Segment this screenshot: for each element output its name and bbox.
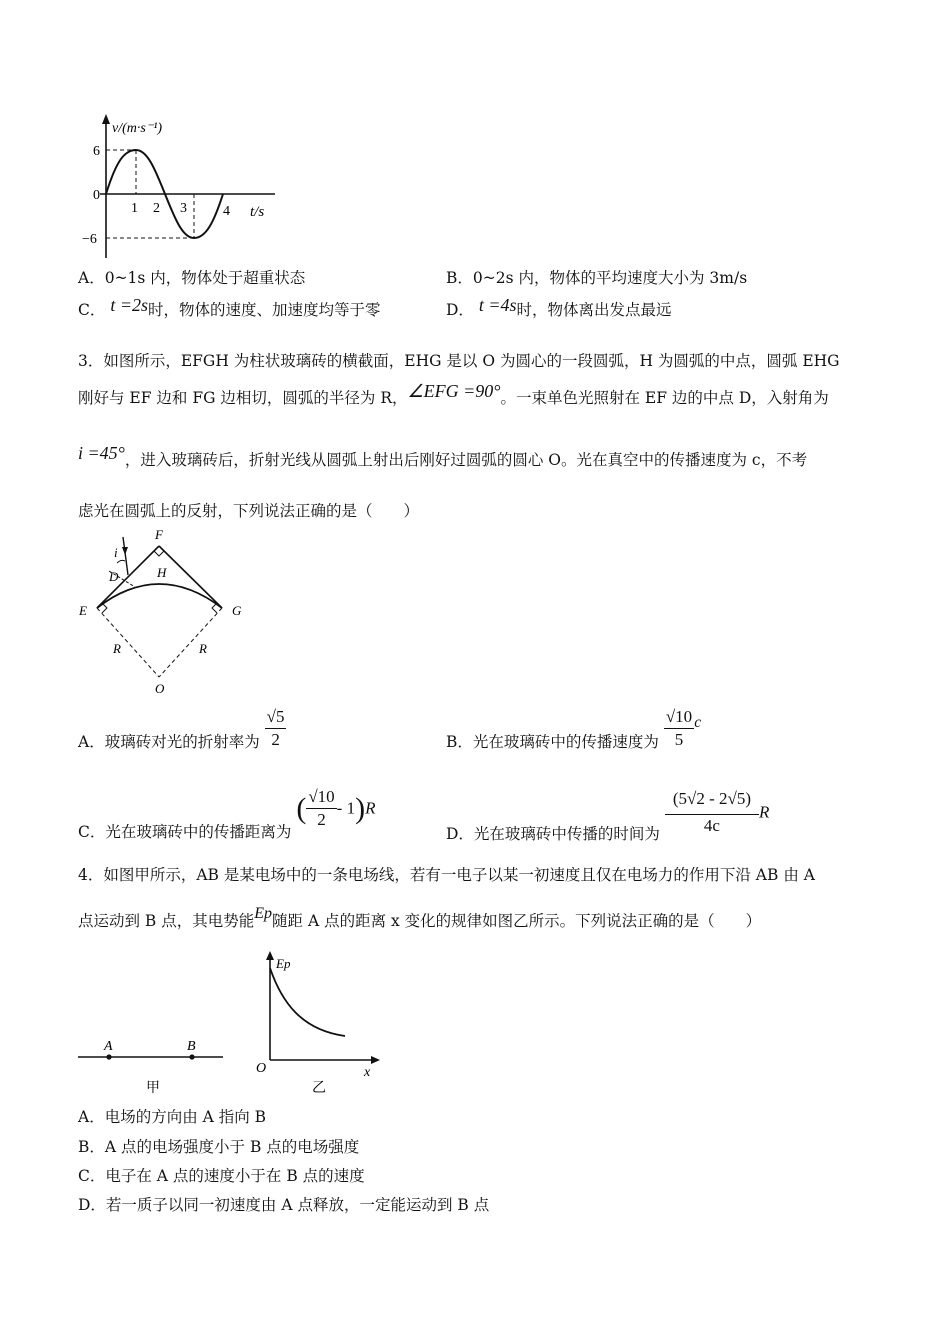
label-G: G xyxy=(232,603,242,618)
q2-option-d xyxy=(446,295,672,321)
label-H: H xyxy=(157,565,167,580)
field-line-figure xyxy=(75,1030,235,1100)
q4-option-b: B．A 点的电场强度小于 B 点的电场强度 xyxy=(78,1138,360,1156)
q2-option-b: B．0~2s 内，物体的平均速度大小为 3m/s xyxy=(446,269,748,287)
q3-angle-math: ∠EFG =90° xyxy=(407,381,501,401)
vt-tick-0: 0 xyxy=(93,188,100,203)
q4-option-d: D．若一质子以同一初速度由 A 点释放，一定能运动到 B 点 xyxy=(78,1196,490,1214)
edge-FG xyxy=(159,546,222,608)
prism-figure xyxy=(75,525,255,697)
point-B-dot xyxy=(189,1054,194,1059)
ep-y-label: Ep xyxy=(276,956,291,971)
ep-origin: O xyxy=(256,1061,267,1076)
q3-option-d: D．光在玻璃砖中传播的时间为 $\frac{(5√2 - 2√5)}{4c}$ R xyxy=(446,789,770,843)
q2-option-a: A．0~1s 内，物体处于超重状态 xyxy=(78,269,306,287)
q2-option-c-suffix: 时，物体的速度、加速度均等于零 xyxy=(147,301,381,319)
ep-y-arrow xyxy=(266,951,274,960)
vt-graph xyxy=(80,112,300,262)
label-O: O xyxy=(155,681,165,696)
q3-option-a-fraction: $\frac{√5}{2}$ xyxy=(266,707,285,749)
label-R-right: R xyxy=(199,641,207,656)
vt-x-label: t/s xyxy=(250,204,265,220)
vt-xtick-4: 4 xyxy=(223,204,230,219)
right-angle-F xyxy=(154,551,164,556)
label-F: F xyxy=(155,527,163,542)
q2-option-d-prefix: D． xyxy=(446,301,474,319)
q4-option-a: A．电场的方向由 A 指向 B xyxy=(78,1108,267,1126)
point-A-label: A xyxy=(104,1039,113,1054)
q3-option-c: C．光在玻璃砖中的传播距离为 ( $\frac{√10}{2}$ - 1)R xyxy=(78,787,376,841)
vt-xtick-2: 2 xyxy=(153,201,160,216)
q4-ep-math: Ep xyxy=(254,905,273,922)
label-E: E xyxy=(79,603,87,618)
ep-x-label: x xyxy=(364,1065,371,1080)
radius-EO xyxy=(97,608,159,677)
q4-stem-line1: 4．如图甲所示，AB 是某电场中的一条电场线，若有一电子以某一初速度且仅在电场力的作用下沿 AB 由 A xyxy=(78,866,815,884)
vt-y-label: v/(m·s⁻¹) xyxy=(112,121,163,136)
vt-y-arrow xyxy=(102,114,110,124)
label-R-left: R xyxy=(113,641,121,656)
q3-incidence-math: i =45° xyxy=(78,443,125,463)
edge-EF xyxy=(97,546,159,608)
label-D: D xyxy=(109,569,119,584)
q4-stem-line2: 点运动到 B 点，其电势能Ep随距 A 点的距离 x 变化的规律如图乙所示。下列说法正确的是（ ） xyxy=(78,905,762,930)
q3-option-b-fraction: $\frac{√10}{5}$ xyxy=(665,707,693,749)
vt-tick-6: 6 xyxy=(93,144,100,159)
vt-xtick-3: 3 xyxy=(180,201,187,216)
q4-option-c: C．电子在 A 点的速度小于在 B 点的速度 xyxy=(78,1167,365,1185)
q3-stem-line3: i =45°，进入玻璃砖后，折射光线从圆弧上射出后刚好过圆弧的圆心 O。光在真空中的传播速度为 c，不考 xyxy=(78,443,808,469)
q2-option-c-math: t =2s xyxy=(110,295,148,315)
ep-curve xyxy=(270,968,345,1036)
q3-option-d-fraction: $\frac{(5√2 - 2√5)}{4c}$ xyxy=(665,788,759,837)
incident-ray-arrow xyxy=(122,547,128,555)
q3-option-a: A．玻璃砖对光的折射率为 $\frac{√5}{2}$ xyxy=(78,707,285,751)
caption-yi: 乙 xyxy=(312,1081,326,1096)
q2-option-d-math: t =4s xyxy=(478,295,517,315)
incident-ray xyxy=(123,537,128,575)
vt-xtick-1: 1 xyxy=(131,201,138,216)
q2-option-d-suffix: 时，物体离出发点最远 xyxy=(516,301,672,319)
caption-jia: 甲 xyxy=(146,1081,160,1096)
vt-tick-neg6: −6 xyxy=(82,232,97,247)
q3-option-b: B．光在玻璃砖中的传播速度为 $\frac{√10}{5}$ c xyxy=(446,707,702,751)
q3-stem-line2: 刚好与 EF 边和 FG 边相切，圆弧的半径为 R，∠EFG =90°。一束单色光照射在 EF 边的中点 D，入射角为 xyxy=(78,381,829,407)
radius-GO xyxy=(159,608,222,677)
point-A-dot xyxy=(106,1054,111,1059)
label-i: i xyxy=(114,545,118,560)
q3-stem-line4: 虑光在圆弧上的反射，下列说法正确的是（ ） xyxy=(78,502,420,520)
angle-i-arc xyxy=(117,560,125,563)
q3-stem-line1: 3．如图所示，EFGH 为柱状玻璃砖的横截面，EHG 是以 O 为圆心的一段圆弧，H 为圆弧的中点，圆弧 EHG xyxy=(78,352,840,370)
q2-option-c xyxy=(78,295,381,321)
point-B-label: B xyxy=(187,1039,196,1054)
ep-graph xyxy=(250,948,385,1098)
q3-option-c-fraction: $\frac{√10}{2}$ xyxy=(308,787,335,829)
ep-x-arrow xyxy=(371,1056,380,1064)
q2-option-c-prefix: C． xyxy=(78,301,106,319)
arc-EHG xyxy=(97,584,222,608)
